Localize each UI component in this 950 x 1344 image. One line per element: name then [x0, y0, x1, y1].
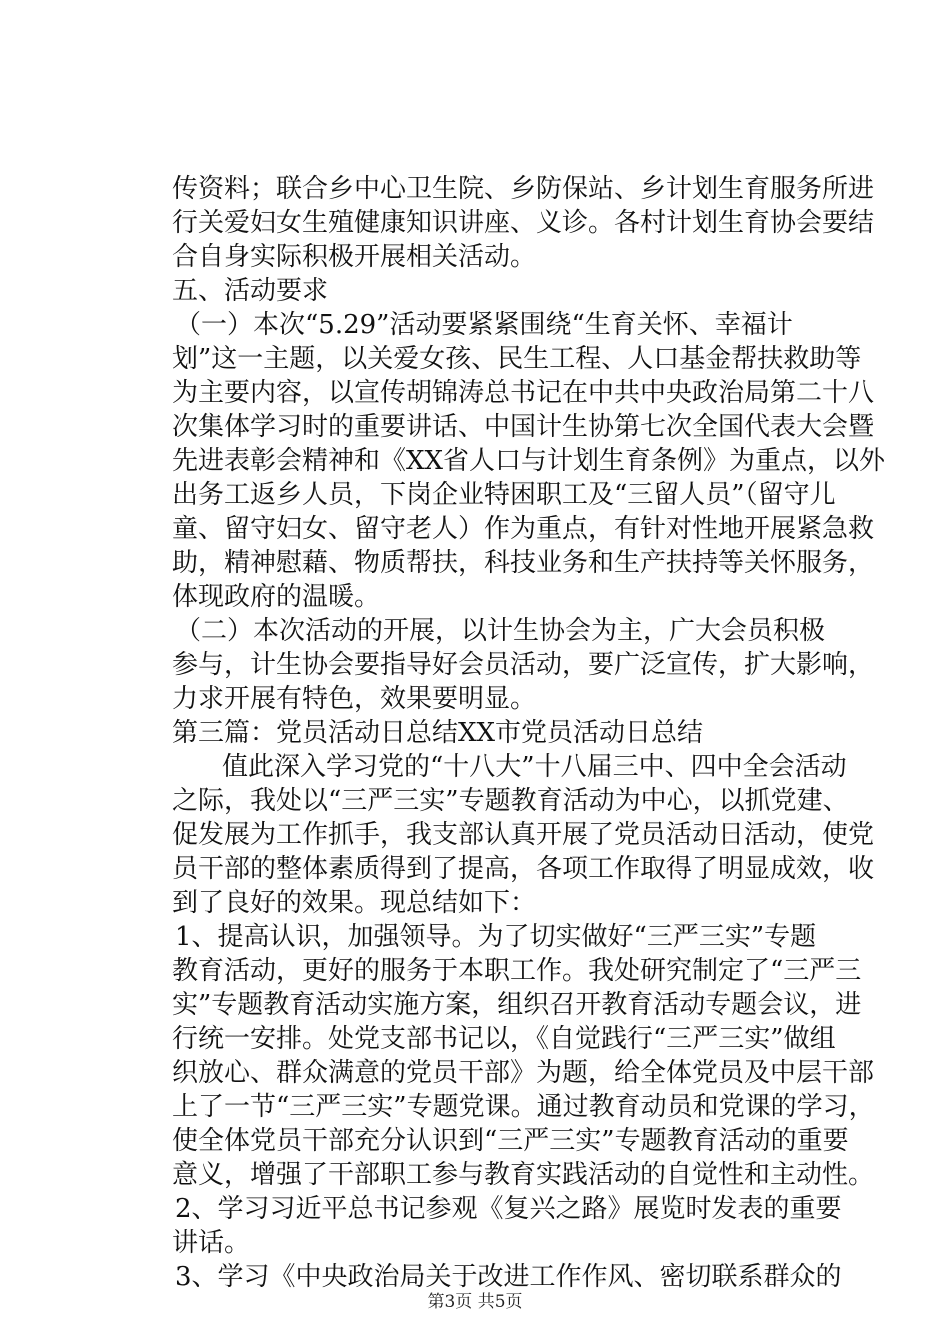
text-line: 参与，计生协会要指导好会员活动，要广泛宣传，扩大影响， [172, 650, 875, 680]
text-line: 教育活动，更好的服务于本职工作。我处研究制定了“三严三 [172, 956, 862, 986]
text-line: 次集体学习时的重要讲话、中国计生协第七次全国代表大会暨 [172, 412, 875, 442]
text-line: （一）本次“5.29”活动要紧紧围绕“生育关怀、幸福计 [175, 310, 793, 340]
text-line: 3、学习《中央政治局关于改进工作作风、密切联系群众的 [175, 1262, 842, 1292]
text-line: 意义，增强了干部职工参与教育实践活动的自觉性和主动性。 [172, 1160, 875, 1190]
text-line: 助，精神慰藉、物质帮扶，科技业务和生产扶持等关怀服务， [172, 548, 875, 578]
text-line: 划”这一主题，以关爱女孩、民生工程、人口基金帮扶救助等 [172, 344, 862, 374]
text-line: 上了一节“三严三实”专题党课。通过教育动员和党课的学习， [172, 1092, 875, 1122]
section-heading: 五、活动要求 [172, 276, 329, 306]
page-number-footer: 第3页 共5页 [427, 1292, 523, 1312]
text-line: 使全体党员干部充分认识到“三严三实”专题教育活动的重要 [172, 1126, 849, 1156]
text-line: 传资料；联合乡中心卫生院、乡防保站、乡计划生育服务所进 [172, 174, 875, 204]
text-line: 童、留守妇女、留守老人）作为重点，有针对性地开展紧急救 [172, 514, 875, 544]
text-line: 之际，我处以“三严三实”专题教育活动为中心，以抓党建、 [172, 786, 849, 816]
text-line: 合自身实际积极开展相关活动。 [172, 242, 537, 272]
text-line: 到了良好的效果。现总结如下： [172, 888, 537, 918]
text-line: 员干部的整体素质得到了提高，各项工作取得了明显成效，收 [172, 854, 875, 884]
text-line: 先进表彰会精神和《XX省人口与计划生育条例》为重点，以外 [172, 446, 886, 476]
text-line: 实”专题教育活动实施方案，组织召开教育活动专题会议，进 [172, 990, 862, 1020]
text-line: 体现政府的温暖。 [172, 582, 381, 612]
chapter-heading: 第三篇：党员活动日总结XX市党员活动日总结 [172, 718, 704, 748]
text-line: 行关爱妇女生殖健康知识讲座、义诊。各村计划生育协会要结 [172, 208, 875, 238]
text-line: 值此深入学习党的“十八大”十八届三中、四中全会活动 [222, 752, 847, 782]
text-line: 织放心、群众满意的党员干部》为题，给全体党员及中层干部 [172, 1058, 875, 1088]
text-line: 行统一安排。处党支部书记以，《自觉践行“三严三实”做组 [172, 1024, 836, 1054]
text-line: 促发展为工作抓手，我支部认真开展了党员活动日活动，使党 [172, 820, 875, 850]
text-line: 力求开展有特色，效果要明显。 [172, 684, 537, 714]
text-line: 讲话。 [172, 1228, 251, 1258]
text-line: （二）本次活动的开展，以计生协会为主，广大会员积极 [175, 616, 826, 646]
text-line: 出务工返乡人员，下岗企业特困职工及“三留人员”（留守儿 [172, 480, 836, 510]
text-line: 2、学习习近平总书记参观《复兴之路》展览时发表的重要 [175, 1194, 842, 1224]
text-line: 为主要内容，以宣传胡锦涛总书记在中共中央政治局第二十八 [172, 378, 875, 408]
text-line: 1、提高认识，加强领导。为了切实做好“三严三实”专题 [175, 922, 817, 952]
